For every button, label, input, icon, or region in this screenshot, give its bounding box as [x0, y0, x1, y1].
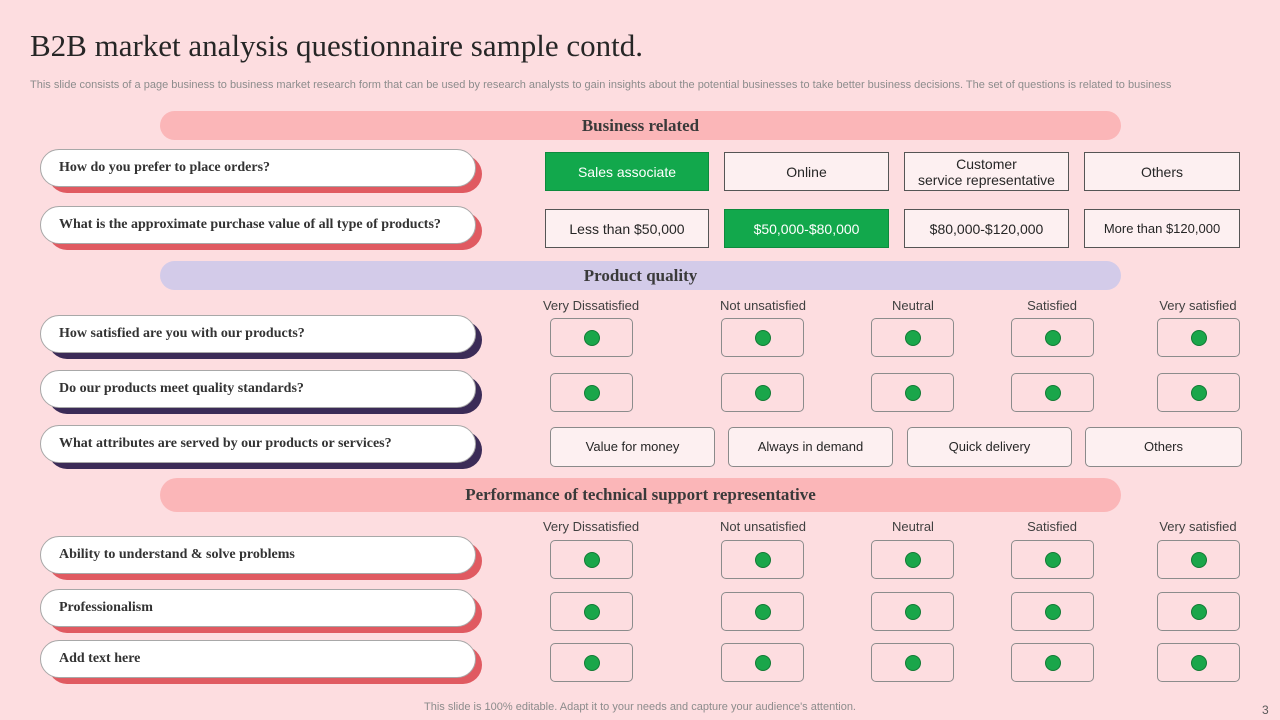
question-order-method: [40, 149, 482, 193]
option-attribute-others[interactable]: Others: [1085, 427, 1242, 467]
radio-dot-icon: [755, 330, 771, 346]
radio-option[interactable]: [1011, 540, 1094, 579]
footer-note: This slide is 100% editable. Adapt it to your needs and capture your audience's attention.: [424, 701, 856, 713]
radio-dot-icon: [1045, 385, 1061, 401]
radio-dot-icon: [1191, 604, 1207, 620]
question-add-text: [40, 640, 482, 684]
question-label: What is the approximate purchase value of all type of products?: [40, 206, 476, 244]
question-problem-solving: [40, 536, 482, 580]
radio-dot-icon: [905, 385, 921, 401]
radio-dot-icon: [1045, 330, 1061, 346]
question-label: Do our products meet quality standards?: [40, 370, 476, 408]
radio-dot-icon: [1045, 655, 1061, 671]
scale-header-very-satisfied: Very satisfied: [1159, 519, 1237, 534]
radio-dot-icon: [905, 604, 921, 620]
option-quick-delivery[interactable]: Quick delivery: [907, 427, 1072, 467]
option-others[interactable]: Others: [1084, 152, 1240, 191]
radio-option[interactable]: [550, 643, 633, 682]
option-value-for-money[interactable]: Value for money: [550, 427, 715, 467]
radio-option[interactable]: [721, 540, 804, 579]
radio-dot-icon: [755, 655, 771, 671]
radio-option[interactable]: [871, 592, 954, 631]
question-professionalism: [40, 589, 482, 633]
option-80k-120k[interactable]: $80,000-$120,000: [904, 209, 1069, 248]
question-product-satisfaction: [40, 315, 482, 359]
page-title: B2B market analysis questionnaire sample contd.: [30, 28, 643, 63]
scale-header-not-unsatisfied: Not unsatisfied: [720, 298, 806, 313]
question-label: Add text here: [40, 640, 476, 678]
radio-dot-icon: [584, 330, 600, 346]
question-quality-standards: [40, 370, 482, 414]
question-purchase-value: [40, 206, 482, 250]
radio-dot-icon: [1191, 385, 1207, 401]
radio-option[interactable]: [550, 540, 633, 579]
radio-dot-icon: [1191, 552, 1207, 568]
scale-header-not-unsatisfied: Not unsatisfied: [720, 519, 806, 534]
scale-header-very-dissatisfied: Very Dissatisfied: [542, 519, 640, 534]
radio-option[interactable]: [1157, 540, 1240, 579]
scale-header-neutral: Neutral: [892, 298, 934, 313]
scale-header-satisfied: Satisfied: [1027, 298, 1077, 313]
scale-header-very-satisfied: Very satisfied: [1159, 298, 1237, 313]
question-label: What attributes are served by our products or services?: [40, 425, 476, 463]
option-less-than-50k[interactable]: Less than $50,000: [545, 209, 709, 248]
section-banner-support: Performance of technical support representative: [160, 478, 1121, 512]
radio-option[interactable]: [550, 592, 633, 631]
radio-option[interactable]: [1157, 643, 1240, 682]
radio-option[interactable]: [550, 318, 633, 357]
scale-header-very-dissatisfied: Very Dissatisfied: [542, 298, 640, 313]
radio-option[interactable]: [721, 318, 804, 357]
section-banner-business: Business related: [160, 111, 1121, 140]
radio-dot-icon: [1191, 655, 1207, 671]
radio-dot-icon: [584, 552, 600, 568]
scale-header-neutral: Neutral: [892, 519, 934, 534]
radio-dot-icon: [584, 604, 600, 620]
radio-option[interactable]: [1011, 373, 1094, 412]
radio-dot-icon: [584, 385, 600, 401]
radio-option[interactable]: [871, 373, 954, 412]
radio-option[interactable]: [871, 318, 954, 357]
radio-option[interactable]: [550, 373, 633, 412]
radio-option[interactable]: [721, 592, 804, 631]
question-label: Ability to understand & solve problems: [40, 536, 476, 574]
question-label: Professionalism: [40, 589, 476, 627]
radio-option[interactable]: [1157, 592, 1240, 631]
section-banner-product: Product quality: [160, 261, 1121, 290]
option-50k-80k[interactable]: $50,000-$80,000: [724, 209, 889, 248]
scale-header-satisfied: Satisfied: [1027, 519, 1077, 534]
question-label: How satisfied are you with our products?: [40, 315, 476, 353]
radio-dot-icon: [905, 330, 921, 346]
option-more-than-120k[interactable]: More than $120,000: [1084, 209, 1240, 248]
radio-dot-icon: [1191, 330, 1207, 346]
radio-option[interactable]: [1011, 318, 1094, 357]
option-online[interactable]: Online: [724, 152, 889, 191]
option-sales-associate[interactable]: Sales associate: [545, 152, 709, 191]
radio-option[interactable]: [1011, 592, 1094, 631]
radio-dot-icon: [755, 552, 771, 568]
page-number: 3: [1262, 703, 1269, 717]
radio-dot-icon: [1045, 604, 1061, 620]
radio-dot-icon: [905, 655, 921, 671]
page-description: This slide consists of a page business to business market research form that can be used by research analysts to gain insights about the potential businesses to take better business decisions. The set of questions is related to business: [30, 79, 1172, 91]
radio-dot-icon: [1045, 552, 1061, 568]
radio-option[interactable]: [871, 540, 954, 579]
radio-option[interactable]: [871, 643, 954, 682]
radio-option[interactable]: [721, 643, 804, 682]
option-customer-service[interactable]: Customer service representative: [904, 152, 1069, 191]
radio-dot-icon: [905, 552, 921, 568]
radio-option[interactable]: [721, 373, 804, 412]
question-attributes: [40, 425, 482, 469]
radio-option[interactable]: [1011, 643, 1094, 682]
radio-option[interactable]: [1157, 373, 1240, 412]
radio-option[interactable]: [1157, 318, 1240, 357]
question-label: How do you prefer to place orders?: [40, 149, 476, 187]
option-always-in-demand[interactable]: Always in demand: [728, 427, 893, 467]
radio-dot-icon: [755, 385, 771, 401]
radio-dot-icon: [584, 655, 600, 671]
radio-dot-icon: [755, 604, 771, 620]
